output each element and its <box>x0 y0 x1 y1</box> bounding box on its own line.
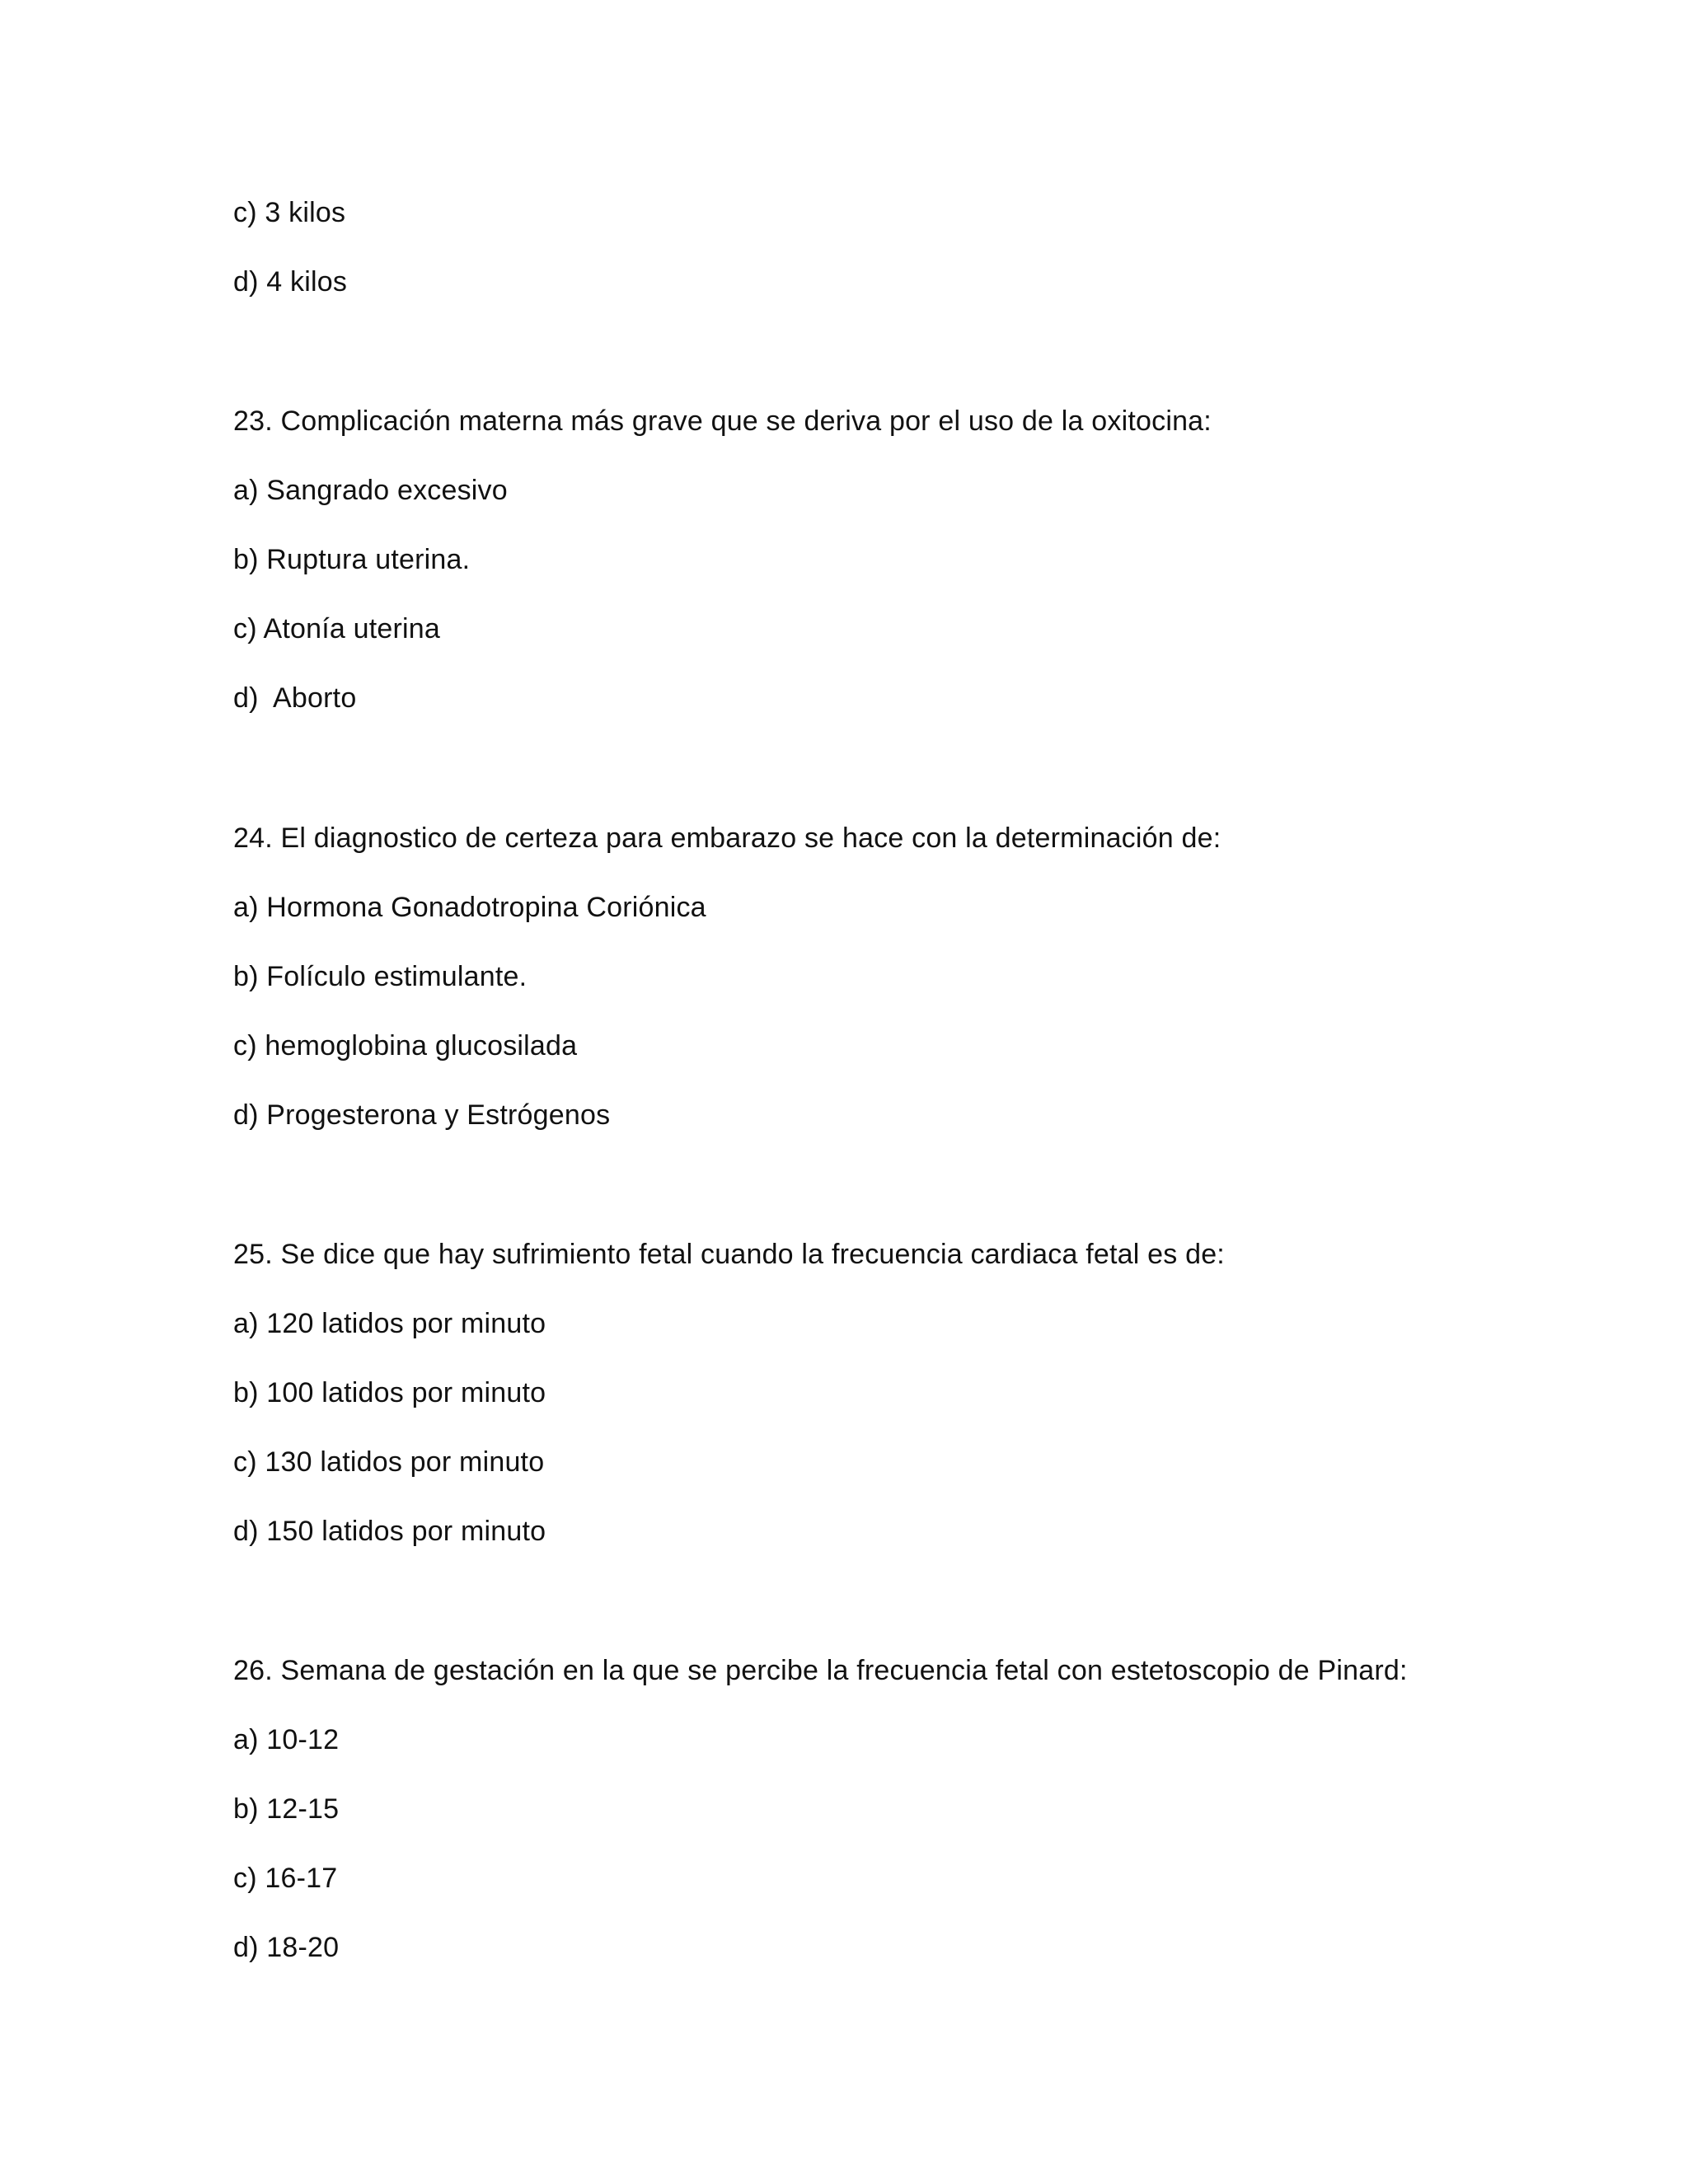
option-d: d) Progesterona y Estrógenos <box>233 1099 611 1131</box>
option-b: b) Folículo estimulante. <box>233 961 528 992</box>
option-b: b) Ruptura uterina. <box>233 544 471 575</box>
option-d: d) 150 latidos por minuto <box>233 1516 546 1547</box>
question-25: 25. Se dice que hay sufrimiento fetal cuando la frecuencia cardiaca fetal es de: <box>233 1239 1225 1270</box>
option-a: a) 120 latidos por minuto <box>233 1308 546 1339</box>
option-c: c) 130 latidos por minuto <box>233 1446 545 1478</box>
option-d: d) 4 kilos <box>233 266 348 298</box>
option-c: c) hemoglobina glucosilada <box>233 1030 578 1062</box>
option-b: b) 12-15 <box>233 1793 340 1825</box>
option-c: c) Atonía uterina <box>233 613 440 644</box>
option-a: a) Sangrado excesivo <box>233 475 508 506</box>
option-a: a) Hormona Gonadotropina Coriónica <box>233 892 706 923</box>
option-b: b) 100 latidos por minuto <box>233 1377 546 1408</box>
option-a: a) 10-12 <box>233 1724 340 1755</box>
option-d: d) 18-20 <box>233 1932 340 1963</box>
option-d: d) Aborto <box>233 682 357 714</box>
question-23: 23. Complicación materna más grave que se deriva por el uso de la oxitocina: <box>233 405 1212 437</box>
option-c: c) 3 kilos <box>233 197 346 228</box>
question-24: 24. El diagnostico de certeza para embarazo se hace con la determinación de: <box>233 823 1221 854</box>
option-c: c) 16-17 <box>233 1863 338 1894</box>
question-26: 26. Semana de gestación en la que se percibe la frecuencia fetal con estetoscopio de Pinard: <box>233 1655 1408 1686</box>
